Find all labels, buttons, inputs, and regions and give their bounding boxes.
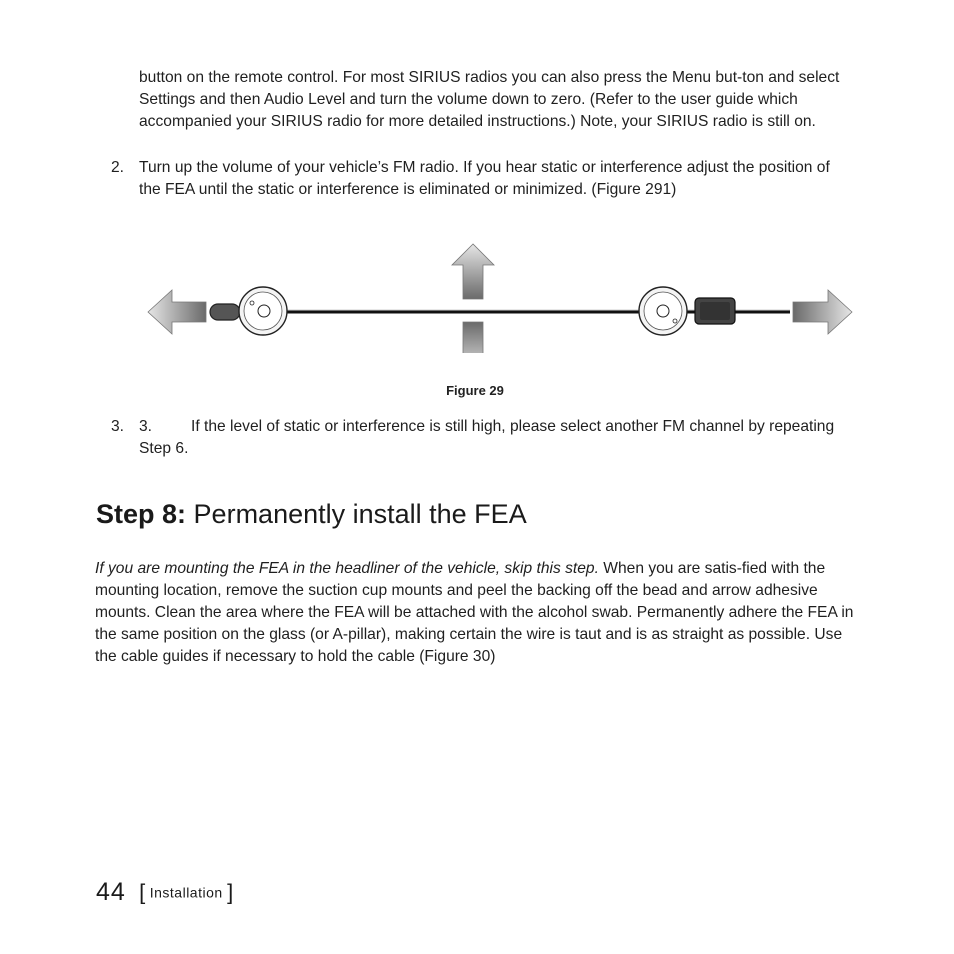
list-item-text: [139, 416, 855, 460]
arrow-up-icon: [452, 244, 494, 299]
section-title: Permanently install the FEA: [193, 499, 527, 529]
bracket-close: ]: [227, 879, 234, 905]
antenna-adjustment-illustration: [140, 238, 860, 353]
figure-caption: Figure 29: [446, 383, 504, 398]
page-footer: [96, 878, 233, 907]
section-body-paragraph: [95, 558, 865, 668]
arrow-left-icon: [148, 290, 206, 334]
arrow-right-icon: [793, 290, 852, 334]
bracket-open: [: [139, 879, 146, 905]
section-heading: [96, 496, 527, 532]
list-item-body: If the level of static or interference is still high, please select another FM channel by repeating Step 6.: [139, 418, 835, 457]
body-text: When you are satis-fied with the mounting location, remove the suction cup mounts and peel the backing off the bead and arrow adhesive mounts. Clean the area where the FEA will be attached with the alcohol swab. Permanently adhere the FEA in the same position on the glass (or A-pillar), making certain the wire is taut and is as straight as possible. Use the cable guides if necessary to hold the cable (Figure 30): [95, 560, 854, 665]
page-number: 44: [96, 878, 126, 906]
continued-paragraph: button on the remote control. For most SIRIUS radios you can also press the Menu but-ton and select Settings and then Audio Level and turn the volume down to zero. (Refer to the user guide which accompanied your SIRIUS radio for more detailed instructions.) Note, your SIRIUS radio is still on.: [139, 69, 840, 130]
italic-note: If you are mounting the FEA in the headliner of the vehicle, skip this step.: [95, 560, 599, 577]
list-item-number: 2.: [111, 159, 125, 176]
list-item-text: Turn up the volume of your vehicle’s FM radio. If you hear static or interference adjust the position of the FEA until the static or interference is eliminated or minimized. (Figure 291): [139, 159, 830, 198]
wire-end-cap: [210, 304, 240, 320]
list-item-number: 3.: [111, 418, 125, 435]
arrow-down-icon: [452, 322, 494, 353]
list-item-inner-number: 3.: [139, 418, 153, 435]
step-label: Step 8:: [96, 499, 187, 529]
figure-29-diagram: [140, 238, 860, 353]
section-name: Installation: [149, 884, 223, 901]
